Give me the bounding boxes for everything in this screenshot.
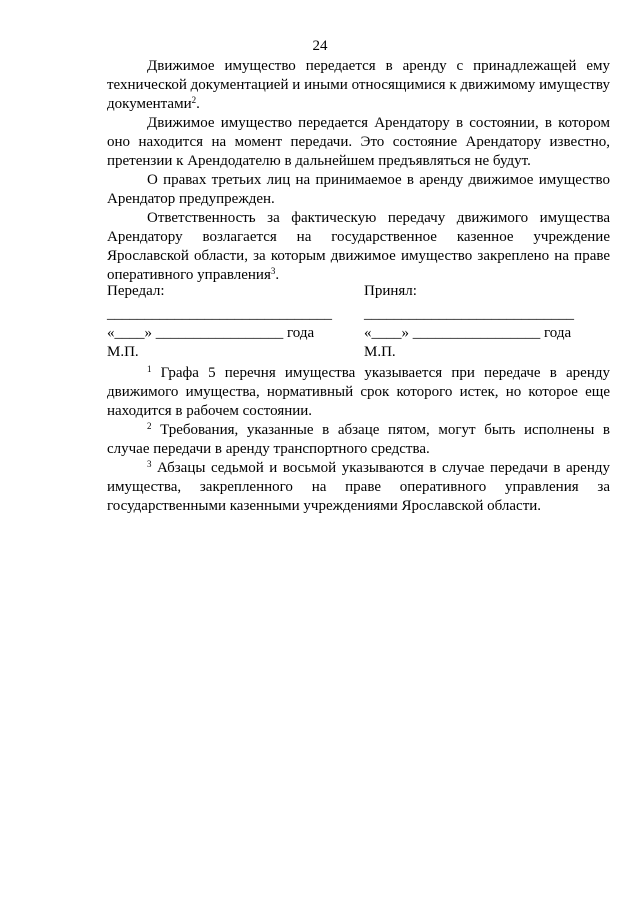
- footnote-text: Абзацы седьмой и восьмой указываются в случае передачи в аренду имущества, закрепленного на праве оперативного управления за государственными казенными учреждениями Ярославской области.: [107, 460, 610, 514]
- date-line: «____» _________________ года: [364, 325, 572, 341]
- signature-block-accepted: [364, 282, 604, 362]
- signature-line: ______________________________: [107, 306, 332, 322]
- footnote-text: Требования, указанные в абзаце пятом, могут быть исполнены в случае передачи в аренду транспортного средства.: [107, 422, 610, 457]
- signature-label: Передал:: [107, 283, 165, 299]
- footnote-1: [107, 364, 610, 421]
- paragraph-text: Ответственность за фактическую передачу движимого имущества Арендатору возлагается на государственное казенное учреждение Ярославской области, за которым движимое имущество закреплено на праве оперативного управления: [107, 210, 610, 283]
- date-line: «____» _________________ года: [107, 325, 315, 341]
- signature-label: Принял:: [364, 283, 417, 299]
- seal-mark: М.П.: [107, 344, 139, 360]
- footnotes: [107, 364, 610, 516]
- paragraph-third-party-rights: О правах третьих лиц на принимаемое в аренду движимое имущество Арендатор предупрежден.: [107, 172, 610, 207]
- paragraph-end: .: [275, 267, 280, 283]
- seal-mark: М.П.: [364, 344, 396, 360]
- footnote-2: [107, 421, 610, 459]
- page-number: 24: [312, 38, 328, 54]
- footnote-mark: 2: [147, 421, 152, 431]
- footnote-reference: 3: [270, 266, 276, 276]
- paragraph-text: Движимое имущество передается в аренду с принадлежащей ему технической документацией и иными относящимися к движимому имуществу документами: [107, 58, 610, 112]
- signature-block-transferred: [107, 282, 337, 362]
- paragraph-responsibility: [107, 209, 610, 285]
- paragraph-end: .: [196, 96, 200, 112]
- signature-line: ____________________________: [364, 306, 574, 322]
- body-text: [107, 57, 610, 285]
- footnote-3: [107, 459, 610, 516]
- footnote-mark: 1: [147, 364, 152, 374]
- paragraph-documentation: [107, 57, 610, 114]
- paragraph-condition: Движимое имущество передается Арендатору в состоянии, в котором оно находится на момент передачи. Это состояние Арендатору известно, претензии к Арендодателю в дальнейшем предъявляться не будут.: [107, 115, 610, 169]
- footnote-reference: 2: [191, 95, 197, 105]
- footnote-mark: 3: [147, 459, 152, 469]
- footnote-text: Графа 5 перечня имущества указывается при передаче в аренду движимого имущества, нормативный срок которого истек, но которое еще находится в рабочем состоянии.: [107, 365, 610, 419]
